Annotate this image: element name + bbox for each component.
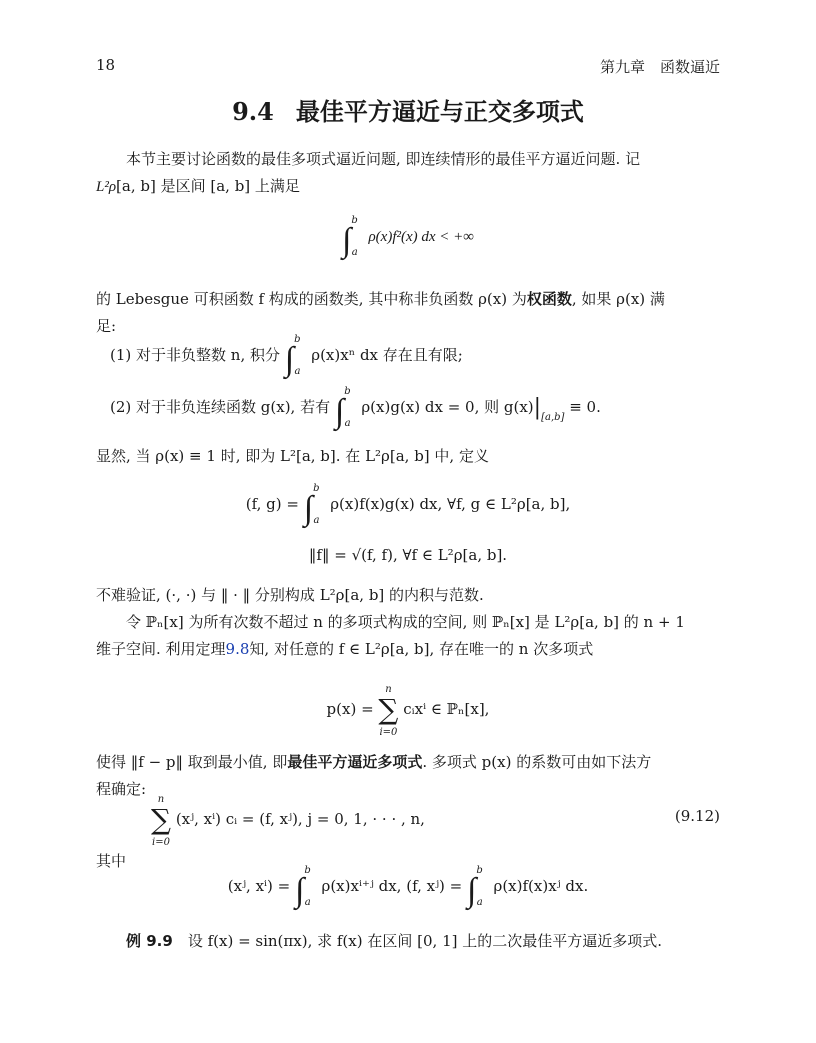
section-title	[0, 92, 816, 127]
eq6-c: ρ(x)f(x)xʲ dx.	[493, 877, 589, 895]
paragraph-weight-line2: 足:	[96, 317, 117, 335]
lower-limit: a	[294, 366, 301, 377]
sum-operator	[378, 680, 398, 740]
equation-body: ρ(x)f²(x) dx < +∞	[368, 229, 474, 245]
equation-number: (9.12)	[674, 807, 720, 825]
running-head: 第九章 函数逼近	[599, 58, 720, 76]
integral-sign: ∫	[284, 341, 295, 378]
eq5-body: (xʲ, xⁱ) cᵢ = (f, xʲ), j = 0, 1, · · · , n,	[175, 810, 425, 828]
equation-normal	[0, 790, 696, 850]
paragraph-weight-line1	[96, 286, 720, 313]
paragraph-where: 其中	[96, 852, 127, 870]
weight-text-a: 的 Lebesgue 可积函数 f 构成的函数类, 其中称非负函数 ρ(x) 为	[96, 290, 527, 308]
paragraph-intro-line1: 本节主要讨论函数的最佳多项式逼近问题, 即连续情形的最佳平方逼近问题. 记	[126, 150, 641, 168]
paragraph-subspace-line1: 令 ℙₙ[x] 为所有次数不超过 n 的多项式构成的空间, 则 ℙₙ[x] 是 L²ρ[a, b] 的 n + 1	[126, 613, 685, 631]
upper-limit: b	[476, 865, 483, 876]
eq2-lhs: (f, g) =	[245, 495, 299, 513]
term-weight-function: 权函数	[526, 290, 572, 308]
integral-sign: ∫	[303, 490, 314, 527]
eval-bar: |	[533, 395, 542, 420]
paragraph-intro-line2	[96, 173, 720, 201]
eq6-b: ρ(x)xⁱ⁺ʲ dx, (f, xʲ) =	[321, 877, 463, 895]
upper-limit: b	[313, 483, 320, 494]
sum-sign: ∑	[151, 803, 172, 836]
sum-upper: n	[157, 794, 165, 805]
lower-limit: a	[304, 897, 311, 908]
paragraph-best-approx-line1	[96, 749, 720, 776]
best-text-a: 使得 ‖f − p‖ 取到最小值, 即	[96, 753, 288, 771]
page-number: 18	[96, 56, 116, 74]
subspace-text-b: 知, 对任意的 f ∈ L²ρ[a, b], 存在唯一的 n 次多项式	[249, 640, 594, 658]
condition-2	[110, 386, 734, 430]
weight-text-b: , 如果 ρ(x) 满	[571, 290, 665, 308]
upper-limit: b	[351, 215, 358, 226]
upper-limit: b	[294, 334, 301, 345]
cond2-text-a: (2) 对于非负连续函数 g(x), 若有	[110, 398, 331, 416]
eq4-rhs: cᵢxⁱ ∈ ℙₙ[x],	[403, 700, 490, 718]
equation-entries	[0, 865, 816, 910]
subspace-text-a: 维子空间. 利用定理	[96, 640, 226, 658]
paragraph-definition: 显然, 当 ρ(x) ≡ 1 时, 即为 L²[a, b]. 在 L²ρ[a, b] 中, 定义	[96, 447, 489, 465]
lower-limit: a	[351, 247, 358, 258]
eq4-lhs: p(x) =	[326, 700, 374, 718]
section-number: 9.4	[232, 97, 274, 126]
cond2-text-b: ρ(x)g(x) dx = 0, 则 g(x)	[361, 398, 534, 416]
l2rho-symbol: L²ρ	[96, 179, 117, 195]
sum-sign: ∑	[378, 693, 399, 726]
cond2-text-c: ≡ 0.	[569, 398, 601, 416]
sum-lower: i=0	[152, 837, 170, 848]
paragraph-verify: 不难验证, (·, ·) 与 ‖ · ‖ 分别构成 L²ρ[a, b] 的内积与范数.	[96, 586, 484, 604]
equation-integrable	[0, 215, 816, 260]
example-label: 例 9.9	[126, 932, 173, 950]
cond1-text-b: ρ(x)xⁿ dx 存在且有限;	[311, 346, 463, 364]
example-text: 设 f(x) = sin(πx), 求 f(x) 在区间 [0, 1] 上的二次最佳平方逼近多项式.	[187, 932, 662, 950]
lower-limit: a	[344, 418, 351, 429]
upper-limit: b	[304, 865, 311, 876]
equation-polynomial	[0, 680, 816, 740]
condition-1	[110, 334, 734, 378]
sum-operator	[151, 790, 171, 850]
theorem-link[interactable]: 9.8	[225, 640, 250, 658]
paragraph-subspace-line2	[96, 636, 720, 663]
eval-interval: [a,b]	[541, 412, 565, 423]
upper-limit: b	[344, 386, 351, 397]
term-best-approx: 最佳平方逼近多项式	[287, 753, 423, 771]
equation-norm: ‖f‖ = √(f, f), ∀f ∈ L²ρ[a, b].	[308, 546, 508, 564]
example-9-9	[96, 928, 720, 955]
cond1-text-a: (1) 对于非负整数 n, 积分	[110, 346, 280, 364]
integral-sign: ∫	[334, 393, 345, 430]
integral-sign: ∫	[295, 872, 305, 909]
integral-sign: ∫	[467, 872, 477, 909]
sum-lower: i=0	[379, 727, 398, 738]
eq6-a: (xʲ, xⁱ) =	[227, 877, 291, 895]
paragraph-intro-text: [a, b] 是区间 [a, b] 上满足	[116, 177, 300, 195]
eq2-rhs: ρ(x)f(x)g(x) dx, ∀f, g ∈ L²ρ[a, b],	[330, 495, 571, 513]
sum-upper: n	[385, 684, 392, 695]
equation-inner-product	[0, 483, 816, 528]
section-title-text: 最佳平方逼近与正交多项式	[295, 98, 584, 126]
paragraph-best-approx-line2: 程确定:	[96, 780, 147, 798]
best-text-b: . 多项式 p(x) 的系数可由如下法方	[422, 753, 652, 771]
integral-sign: ∫	[342, 222, 352, 259]
lower-limit: a	[476, 897, 483, 908]
lower-limit: a	[313, 515, 320, 526]
